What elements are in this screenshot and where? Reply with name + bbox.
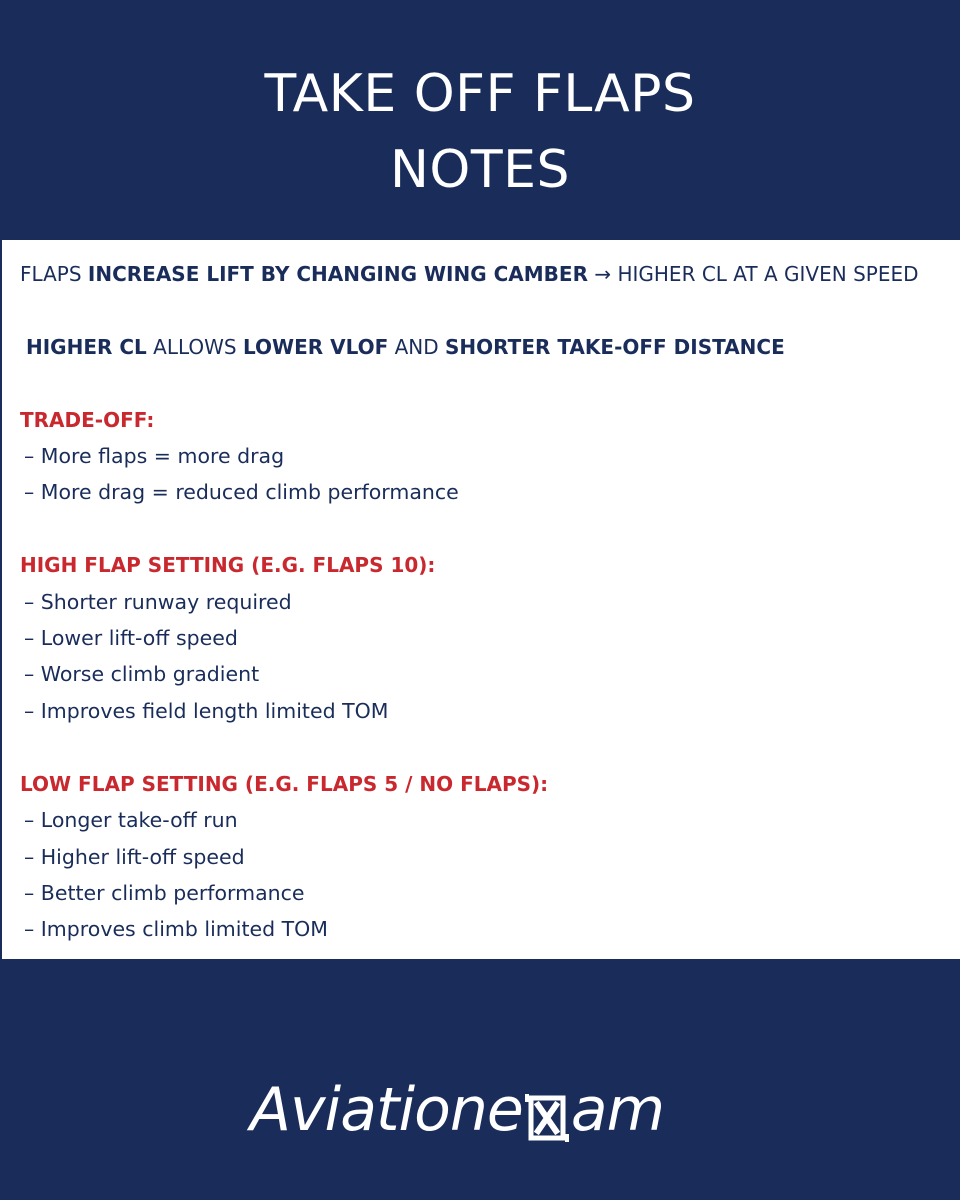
header-banner — [0, 0, 960, 240]
intro-bold-text: SHORTER TAKE-OFF DISTANCE — [445, 335, 785, 359]
intro-text: → HIGHER CL AT A GIVEN SPEED — [587, 262, 919, 286]
section-heading-low-flap: LOW FLAP SETTING (E.G. FLAPS 5 / NO FLAPS): — [20, 772, 549, 796]
intro-line-2 — [26, 333, 785, 361]
list-item: – Better climb performance — [24, 881, 305, 905]
intro-bold-text: INCREASE LIFT BY CHANGING WING CAMBER — [87, 262, 588, 286]
intro-bold-text: LOWER VLOF — [242, 335, 389, 359]
list-item: – Higher lift-off speed — [24, 845, 245, 869]
list-item: – Improves climb limited TOM — [24, 917, 328, 941]
notes-panel — [2, 240, 960, 959]
footer-banner — [0, 960, 960, 1200]
intro-bold-text: HIGHER CL — [26, 335, 147, 359]
logo-text-part-1: Aviatione — [250, 1075, 523, 1145]
intro-text: AND — [388, 335, 446, 359]
brand-logo — [250, 1064, 720, 1145]
title-line-1: TAKE OFF FLAPS — [264, 64, 696, 124]
page-title — [0, 56, 960, 208]
checkbox-x-icon — [525, 1092, 569, 1138]
list-item: – Longer take-off run — [24, 808, 238, 832]
intro-text: FLAPS — [20, 262, 88, 286]
section-heading-high-flap: HIGH FLAP SETTING (E.G. FLAPS 10): — [20, 553, 436, 577]
list-item: – Worse climb gradient — [24, 662, 260, 686]
list-item: – Lower lift-off speed — [24, 626, 238, 650]
section-heading-trade-off: TRADE-OFF: — [20, 408, 155, 432]
list-item: – Shorter runway required — [24, 590, 292, 614]
logo-text-part-2: am — [570, 1075, 665, 1145]
list-item: – More drag = reduced climb performance — [24, 480, 459, 504]
list-item: – More flaps = more drag — [24, 444, 285, 468]
intro-text: ALLOWS — [146, 335, 243, 359]
intro-line-1 — [20, 260, 919, 288]
list-item: – Improves field length limited TOM — [24, 699, 389, 723]
title-line-2: NOTES — [390, 140, 570, 200]
